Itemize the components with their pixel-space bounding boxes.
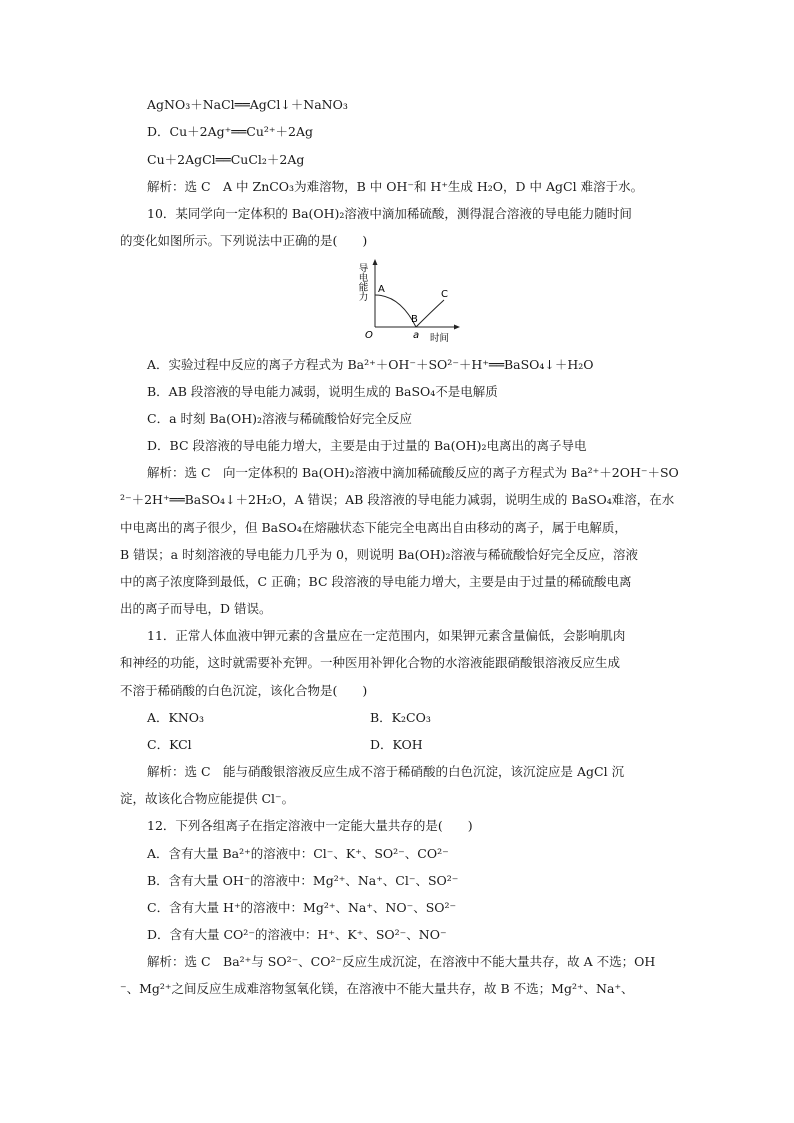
answer-line: 解析：选 C 向一定体积的 Ba(OH)₂溶液中滴加稀硫酸反应的离子方程式为 Ba²⁺＋2OH⁻＋SO (147, 465, 679, 480)
answer-line: 解析：选 C A 中 ZnCO₃为难溶物，B 中 OH⁻和 H⁺生成 H₂O，D 中 AgCl 难溶于水。 (147, 179, 644, 194)
conductivity-curve-bc (416, 300, 444, 327)
option-line: D．含有大量 CO²⁻的溶液中：H⁺、K⁺、SO²⁻、NO⁻ (147, 927, 447, 942)
option-line: C．a 时刻 Ba(OH)₂溶液与稀硫酸恰好完全反应 (147, 411, 413, 426)
question-line: 10．某同学向一定体积的 Ba(OH)₂溶液中滴加稀硫酸，测得混合溶液的导电能力随时间 (147, 206, 632, 221)
point-b-label: B (411, 314, 418, 325)
equation-line: AgNO₃＋NaCl══AgCl↓＋NaNO₃ (147, 97, 348, 112)
question-line: 12．下列各组离子在指定溶液中一定能大量共存的是( ) (147, 818, 473, 833)
question-line: 不溶于稀硝酸的白色沉淀，该化合物是( ) (120, 683, 368, 698)
answer-line: 出的离子而导电，D 错误。 (120, 601, 272, 616)
x-axis-label: 时间 (430, 333, 450, 344)
x-axis-arrow (454, 325, 460, 330)
answer-line: B 错误；a 时刻溶液的导电能力几乎为 0，则说明 Ba(OH)₂溶液与稀硫酸恰好完全反应，溶液 (120, 547, 639, 562)
question-line: 的变化如图所示。下列说法中正确的是( ) (120, 233, 368, 248)
conductivity-figure (356, 255, 470, 347)
origin-label: O (365, 330, 373, 341)
option-line: C．含有大量 H⁺的溶液中：Mg²⁺、Na⁺、NO⁻、SO²⁻ (147, 900, 457, 915)
option-line: A．实验过程中反应的离子方程式为 Ba²⁺＋OH⁻＋SO²⁻＋H⁺══BaSO₄↓＋H₂O (147, 357, 594, 372)
question-line: 和神经的功能，这时就需要补充钾。一种医用补钾化合物的水溶液能跟硝酸银溶液反应生成 (120, 655, 621, 670)
point-a-label: A (378, 284, 385, 295)
answer-line: 中电离出的离子很少，但 BaSO₄在熔融状态下能完全电离出自由移动的离子，属于电解质， (120, 520, 627, 535)
answer-line: 中的离子浓度降到最低，C 正确；BC 段溶液的导电能力增大，主要是由于过量的稀硫酸电离 (120, 574, 632, 589)
time-a-label: a (413, 330, 420, 341)
point-c-label: C (441, 289, 448, 300)
option-line: D．BC 段溶液的导电能力增大，主要是由于过量的 Ba(OH)₂电离出的离子导电 (147, 438, 587, 453)
option-a: A．KNO₃ (147, 710, 205, 725)
option-line: B．含有大量 OH⁻的溶液中：Mg²⁺、Na⁺、Cl⁻、SO²⁻ (147, 873, 459, 888)
option-line: B．AB 段溶液的导电能力减弱，说明生成的 BaSO₄不是电解质 (147, 384, 498, 399)
y-axis-label: 导电能力 (356, 263, 368, 301)
y-axis-arrow (373, 259, 378, 265)
answer-line: 解析：选 C 能与硝酸银溶液反应生成不溶于稀硝酸的白色沉淀，该沉淀应是 AgCl 沉 (147, 764, 625, 779)
answer-line: ²⁻＋2H⁺══BaSO₄↓＋2H₂O，A 错误；AB 段溶液的导电能力减弱，说明生成的 BaSO₄难溶，在水 (120, 492, 675, 507)
conductivity-curve-ab (375, 295, 416, 327)
option-line: A．含有大量 Ba²⁺的溶液中：Cl⁻、K⁺、SO²⁻、CO²⁻ (147, 846, 449, 861)
option-b: B．K₂CO₃ (370, 710, 431, 725)
answer-line: 淀，故该化合物应能提供 Cl⁻。 (120, 791, 295, 806)
answer-line: 解析：选 C Ba²⁺与 SO²⁻、CO²⁻反应生成沉淀，在溶液中不能大量共存，故 A 不选；OH (147, 954, 656, 969)
option-d: D．KOH (370, 737, 423, 752)
answer-line: ⁻、Mg²⁺之间反应生成难溶物氢氧化镁，在溶液中不能大量共存，故 B 不选；Mg²⁺、Na⁺、 (120, 981, 634, 996)
option-c: C．KCl (147, 737, 192, 752)
equation-line: Cu＋2AgCl══CuCl₂＋2Ag (147, 152, 305, 167)
question-line: 11．正常人体血液中钾元素的含量应在一定范围内，如果钾元素含量偏低，会影响肌肉 (147, 628, 626, 643)
option-line: D．Cu＋2Ag⁺══Cu²⁺＋2Ag (147, 124, 313, 139)
